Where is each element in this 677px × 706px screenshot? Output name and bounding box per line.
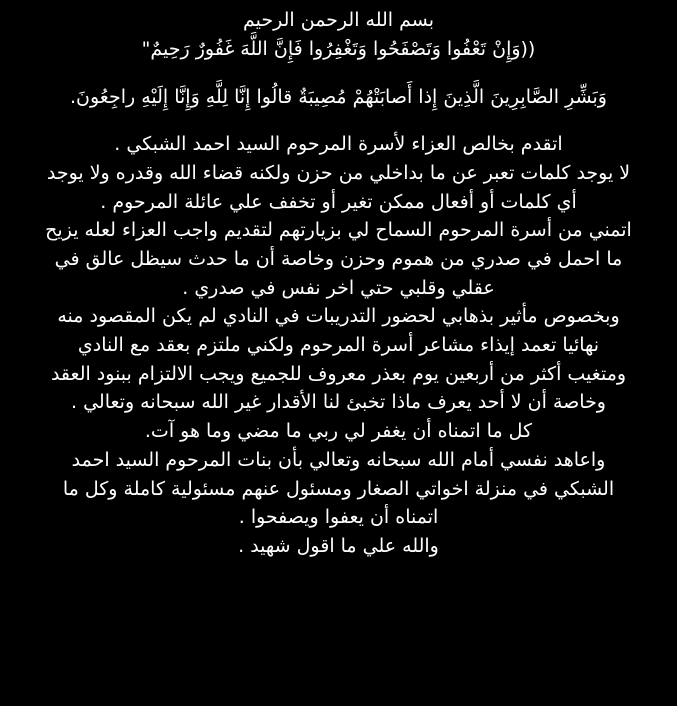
basmala: بسم الله الرحمن الرحيم: [243, 9, 434, 31]
quran-verse-forgiveness: ((وَإِنْ تَعْفُوا وَتَصْفَحُوا وَتَغْفِرُوا فَإِنَّ اللَّهَ غَفُورٌ رَحِيمٌ": [141, 37, 536, 60]
body-line: اتقدم بخالص العزاء لأسرة المرحوم السيد احمد الشبكي .: [114, 133, 563, 156]
body-line: عقلي وقلبي حتي اخر نفس في صدري .: [182, 276, 495, 299]
body-line: أي كلمات أو أفعال ممكن تغير أو تخفف علي عائلة المرحوم .: [100, 190, 577, 213]
body-line: اتمني من أسرة المرحوم السماح لي بزيارتهم لتقديم واجب العزاء لعله يزيح: [45, 219, 632, 242]
body-line: وخاصة أن لا أحد يعرف ماذا تخبئ لنا الأقدار غير الله سبحانه وتعالي .: [71, 391, 606, 414]
body-line: ما احمل في صدري من هموم وحزن وخاصة أن ما حدث سيظل عالق في: [54, 247, 623, 270]
body-line: ومتغيب أكثر من أربعين يوم بعذر معروف للجميع ويجب الالتزام ببنود العقد: [50, 362, 627, 385]
closing-line: والله علي ما اقول شهيد .: [238, 534, 439, 557]
body-line: كل ما اتمناه أن يغفر لي ربي ما مضي وما هو آت.: [144, 420, 533, 443]
body-line: نهائيا تعمد إيذاء مشاعر أسرة المرحوم ولكني ملتزم بعقد مع النادي: [77, 334, 600, 357]
body-line: وبخصوص مأثير بذهابي لحضور التدريبات في النادي لم يكن المقصود منه: [57, 305, 620, 328]
body-line: اتمناه أن يعفوا ويصفحوا .: [238, 506, 439, 529]
body-line: لا يوجد كلمات تعبر عن ما بداخلي من حزن ولكنه قضاء الله وقدره ولا يوجد: [46, 161, 631, 184]
body-line: واعاهد نفسي أمام الله سبحانه وتعالي بأن بنات المرحوم السيد احمد: [71, 448, 606, 471]
body-line: الشبكي في منزلة اخواتي الصغار ومسئول عنهم مسئولية كاملة وكل ما: [62, 477, 615, 500]
quran-verse-patience: وَبَشِّرِ الصَّابِرِينَ الَّذِينَ إِذا أَصابَتْهُمْ مُصِيبَةٌ قالُوا إِنَّا لِلَّهِ وَإِنَّا إِلَيْهِ راجِعُونَ.: [69, 86, 607, 109]
